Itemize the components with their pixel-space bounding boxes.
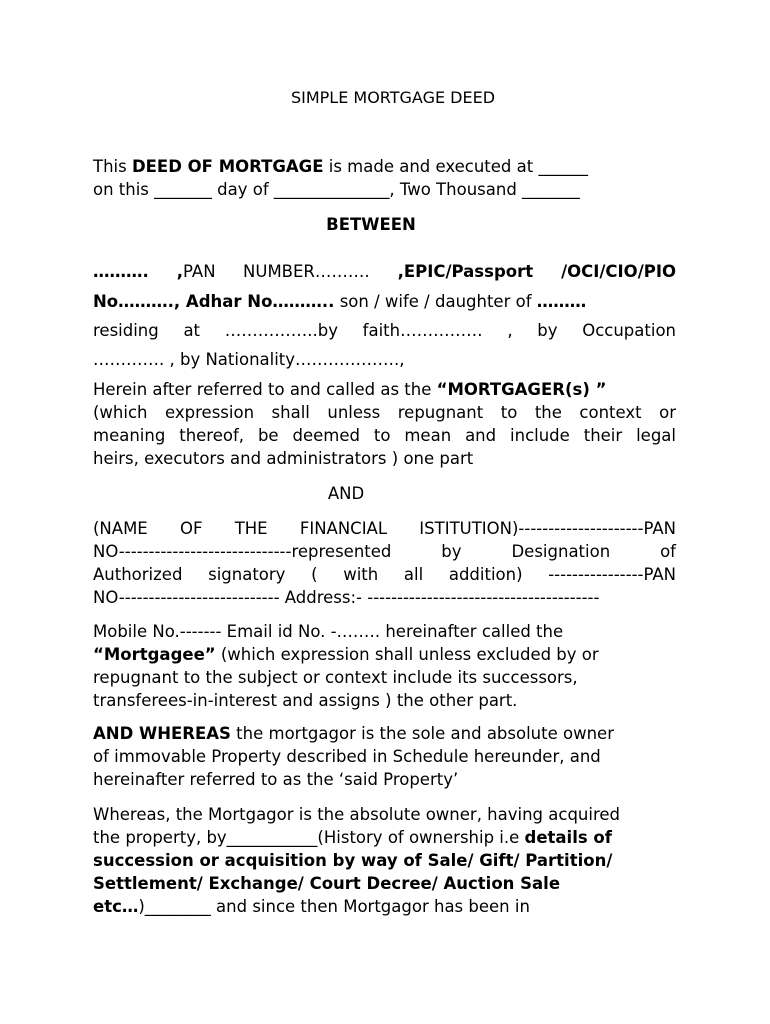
etc-label: etc… [93, 897, 139, 916]
succession-text: succession or acquisition by way of Sale/ Gift/ Partition/ [93, 851, 613, 870]
mortgagee-line-2 [93, 643, 676, 666]
document-title: SIMPLE MORTGAGE DEED [290, 88, 496, 107]
institution-line-2: NO-----------------------------represented by Designation of [93, 542, 676, 561]
mortgager-line-2: (which expression shall unless repugnant to the context or [93, 403, 676, 422]
institution-line-1: (NAME OF THE FINANCIAL ISTITUTION)---------------------PAN [93, 519, 676, 538]
whereas2-line-2 [93, 826, 676, 849]
mortgagee-line-4: transferees-in-interest and assigns ) the other part. [93, 691, 518, 710]
and-heading: AND [327, 484, 365, 503]
mortgager-line-4: heirs, executors and administrators ) one part [93, 449, 474, 468]
epic-passport-label: ,EPIC/Passport /OCI/CIO/PIO [369, 262, 676, 281]
details-of-label: details of [524, 828, 612, 847]
adhar-no-label: No………., Adhar No……….. [93, 292, 335, 311]
mortgager-line-3: meaning thereof, be deemed to mean and include their legal [93, 426, 676, 445]
party-line-3: residing at ……………..by faith…………… , by Occupation [93, 321, 676, 340]
whereas2-line-5 [93, 895, 676, 918]
settlement-text: Settlement/ Exchange/ Court Decree/ Auction Sale [93, 874, 561, 893]
name-placeholder: ………. , [93, 262, 184, 281]
pan-number-label: PAN NUMBER………. [183, 262, 370, 281]
relation-text: son / wife / daughter of [334, 292, 537, 311]
intro-text: is made and executed at ______ [323, 157, 588, 176]
party-line-4: …………. , by Nationality………………., [93, 350, 405, 369]
intro-text: This [93, 157, 132, 176]
intro-line-1 [93, 155, 676, 178]
mortgagee-line-3: repugnant to the subject or context include its successors, [93, 668, 578, 687]
and-whereas-paragraph [93, 722, 676, 791]
whereas2-tail-text: )________ and since then Mortgagor has been in [138, 897, 530, 916]
deed-of-mortgage-label: DEED OF MORTGAGE [131, 157, 324, 176]
whereas2-text: the property, by___________(History of ownership i.e [93, 828, 525, 847]
institution-line-4: NO--------------------------- Address:- --------------------------------------- [93, 588, 600, 607]
mortgager-paragraph [93, 378, 676, 470]
institution-line-3: Authorized signatory ( with all addition) ----------------PAN [93, 565, 676, 584]
intro-paragraph [93, 155, 676, 201]
mortgager-line-1 [93, 378, 676, 401]
whereas2-line-1: Whereas, the Mortgagor is the absolute owner, having acquired [93, 805, 621, 824]
between-heading [93, 213, 649, 236]
and-whereas-label: AND WHEREAS [93, 724, 231, 743]
mortgager-label: “MORTGAGER(s) ” [436, 380, 607, 399]
whereas1-text: the mortgagor is the sole and absolute owner [230, 724, 614, 743]
party-line-1 [93, 259, 676, 289]
whereas2-line-4 [93, 872, 676, 895]
mortgagee-text: (which expression shall unless excluded by or [215, 645, 599, 664]
whereas2-line-3 [93, 849, 676, 872]
whereas1-line-2: of immovable Property described in Schedule hereunder, and [93, 747, 601, 766]
whereas1-line-3: hereinafter referred to as the ‘said Property’ [93, 770, 459, 789]
whereas1-line-1 [93, 722, 676, 745]
whereas-paragraph [93, 803, 676, 918]
institution-paragraph [93, 517, 676, 609]
mortgager-details [93, 259, 676, 377]
party-line-2 [93, 289, 676, 318]
mortgagee-label: “Mortgagee” [93, 645, 216, 664]
intro-line-2: on this _______ day of ______________, Two Thousand _______ [93, 180, 580, 199]
mortgagee-line-1: Mobile No.------- Email id No. -.……. hereinafter called the [93, 622, 564, 641]
between-label: BETWEEN [326, 215, 416, 234]
mortgagee-paragraph [93, 620, 676, 712]
parent-name-placeholder: ……… [536, 292, 587, 311]
mortgager-text: Herein after referred to and called as the [93, 380, 437, 399]
